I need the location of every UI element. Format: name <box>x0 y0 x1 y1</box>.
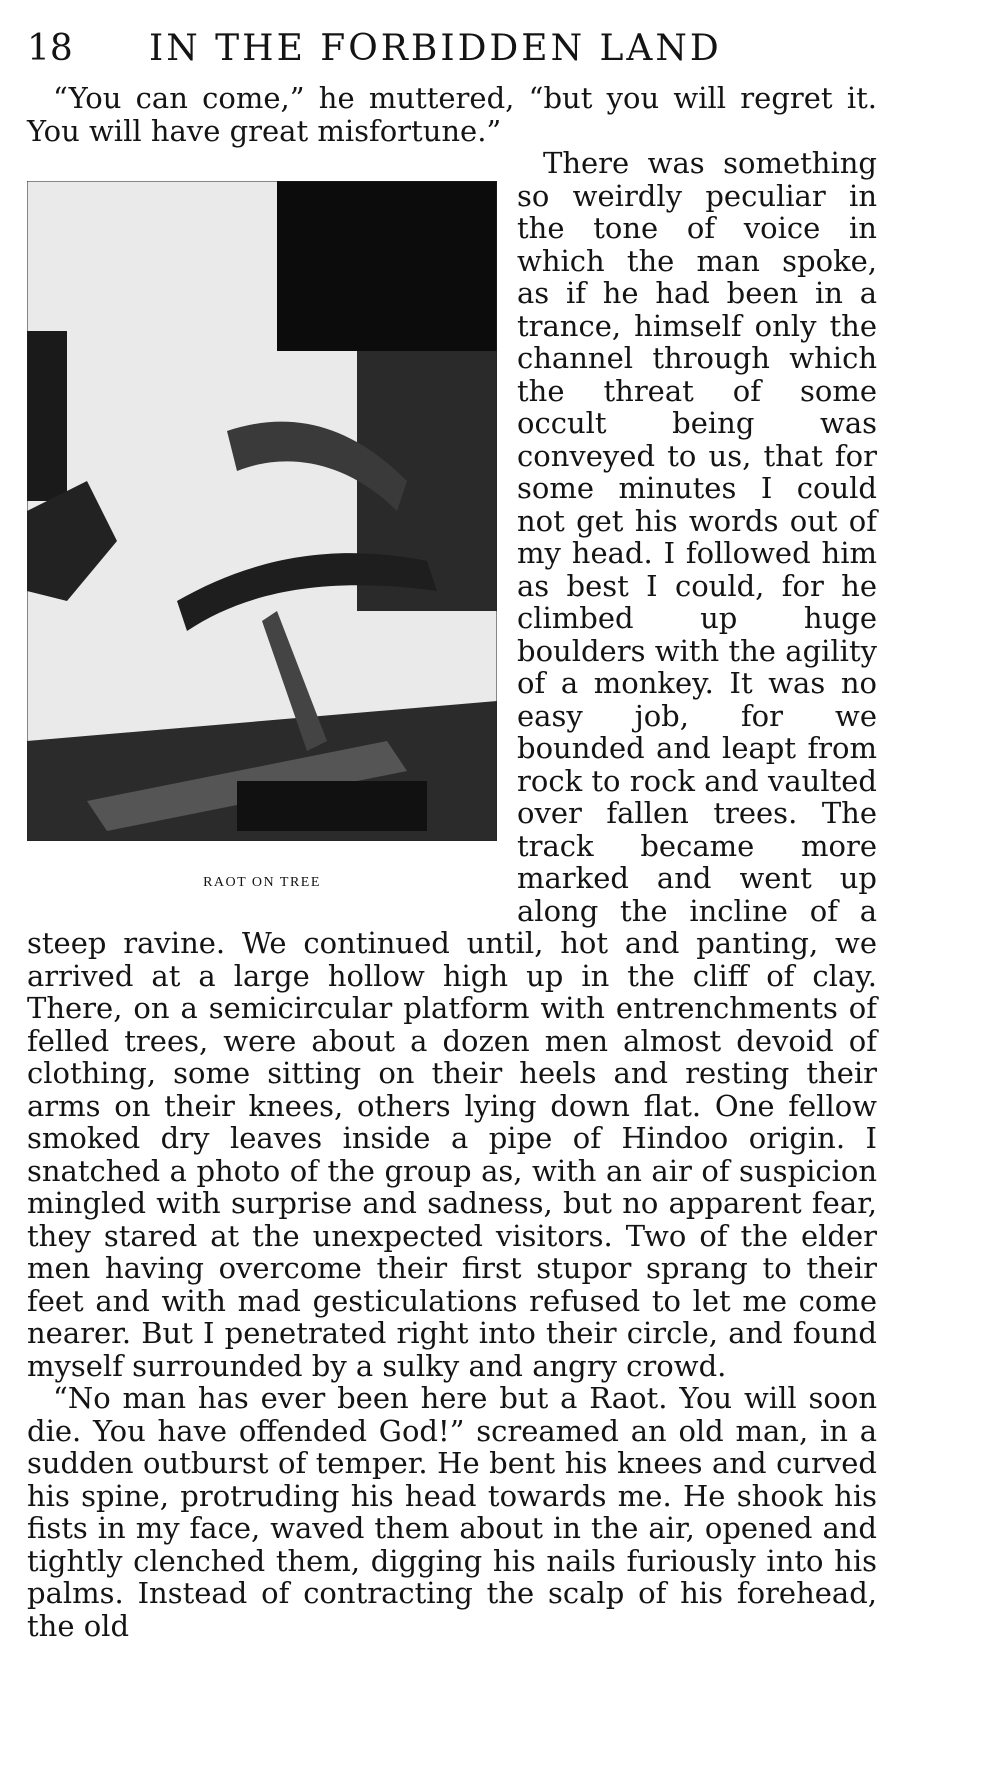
book-page <box>27 24 877 1642</box>
page-number: 18 <box>27 28 73 69</box>
paragraph-1: “You can come,” he muttered, “but you will regret it. You will have great misfortune.” <box>27 81 877 148</box>
page-header <box>27 24 877 82</box>
body-with-figure <box>27 147 877 1382</box>
raot-on-tree-photo <box>27 181 497 841</box>
paragraph-2: There was something so weirdly peculiar in the tone of voice in which the man spoke, as if he had been in a trance, himself only the channel through which the threat of some occult being was conveyed to us, that for some minutes I could not get his words out of my head. I followed him as best I could, for he climbed up huge boulders with the agility of a monkey. It was no easy job, for we bounded and leapt from rock to rock and vaulted over fallen trees. The track became more marked and went up along the incline of a steep ravine. We continued until, hot and panting, we arrived at a large hollow high up in the cliff of clay. There, on a semicircular platform with entrenchments of felled trees, were about a dozen men almost devoid of clothing, some sitting on their heels and resting their arms on their knees, others lying down flat. One fellow smoked dry leaves inside a pipe of Hindoo origin. I snatched a photo of the group as, with an air of suspicion mingled with surprise and sadness, but no apparent fear, they stared at the unexpected visitors. Two of the elder men having overcome their first stupor sprang to their feet and with mad gesticulations refused to let me come nearer. But I penetrated right into their circle, and found myself surrounded by a sulky and angry crowd. <box>27 146 877 1383</box>
figure <box>27 181 497 913</box>
paragraph-3: “No man has ever been here but a Raot. You will soon die. You have offended God!” screamed an old man, in a sudden outburst of temper. He bent his knees and curved his spine, protruding his head towards me. He shook his fists in my face, waved them about in the air, opened and tightly clenched them, digging his nails furiously into his palms. Instead of contracting the scalp of his forehead, the old <box>27 1381 877 1643</box>
running-title: IN THE FORBIDDEN LAND <box>149 28 722 69</box>
figure-caption: RAOT ON TREE <box>203 875 321 890</box>
